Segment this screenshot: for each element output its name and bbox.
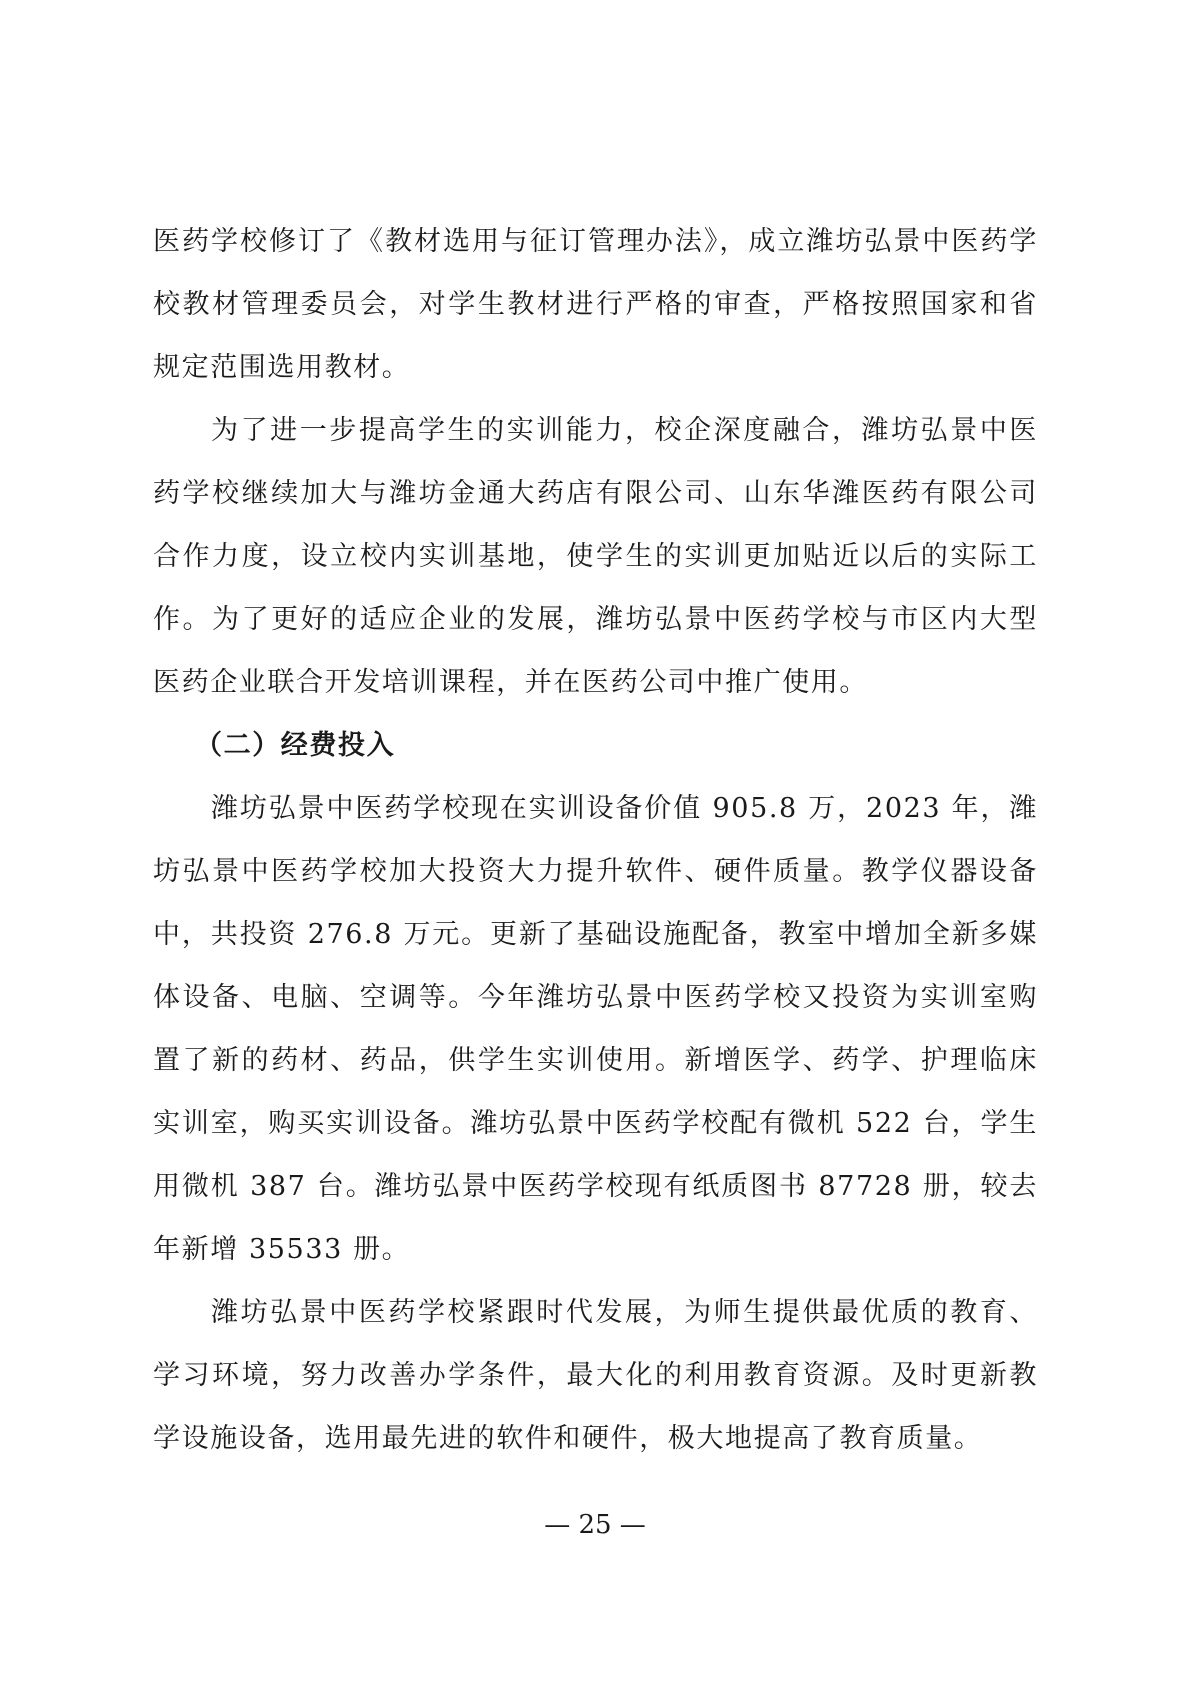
paragraph-funding: 潍坊弘景中医药学校现在实训设备价值 905.8 万，2023 年，潍坊弘景中医药学校加大投资大力提升软件、硬件质量。教学仪器设备中，共投资 276.8 万元。更新了基础设施配备，教室中增加全新多媒体设备、电脑、空调等。今年潍坊弘景中医药学校又投资为实训室购置了新的药材、药品，供学生实训使用。新增医学、药学、护理临床实训室，购买实训设备。潍坊弘景中医药学校配有微机 522 台，学生用微机 387 台。潍坊弘景中医药学校现有纸质图书 87728 册，较去年新增 35533 册。: [153, 793, 1038, 1265]
document-body: [153, 210, 1038, 1470]
paragraph-continuation: 医药学校修订了《教材选用与征订管理办法》，成立潍坊弘景中医药学校教材管理委员会，对学生教材进行严格的审查，严格按照国家和省规定范围选用教材。: [153, 226, 1038, 383]
section-heading: （二）经费投入: [195, 730, 396, 761]
paragraph-training-cooperation: 为了进一步提高学生的实训能力，校企深度融合，潍坊弘景中医药学校继续加大与潍坊金通大药店有限公司、山东华潍医药有限公司合作力度，设立校内实训基地，使学生的实训更加贴近以后的实际工作。为了更好的适应企业的发展，潍坊弘景中医药学校与市区内大型医药企业联合开发培训课程，并在医药公司中推广使用。: [153, 415, 1038, 698]
paragraph-development: 潍坊弘景中医药学校紧跟时代发展，为师生提供最优质的教育、学习环境，努力改善办学条件，最大化的利用教育资源。及时更新教学设施设备，选用最先进的软件和硬件，极大地提高了教育质量。: [153, 1297, 1038, 1454]
page-number: — 25 —: [544, 1510, 646, 1540]
